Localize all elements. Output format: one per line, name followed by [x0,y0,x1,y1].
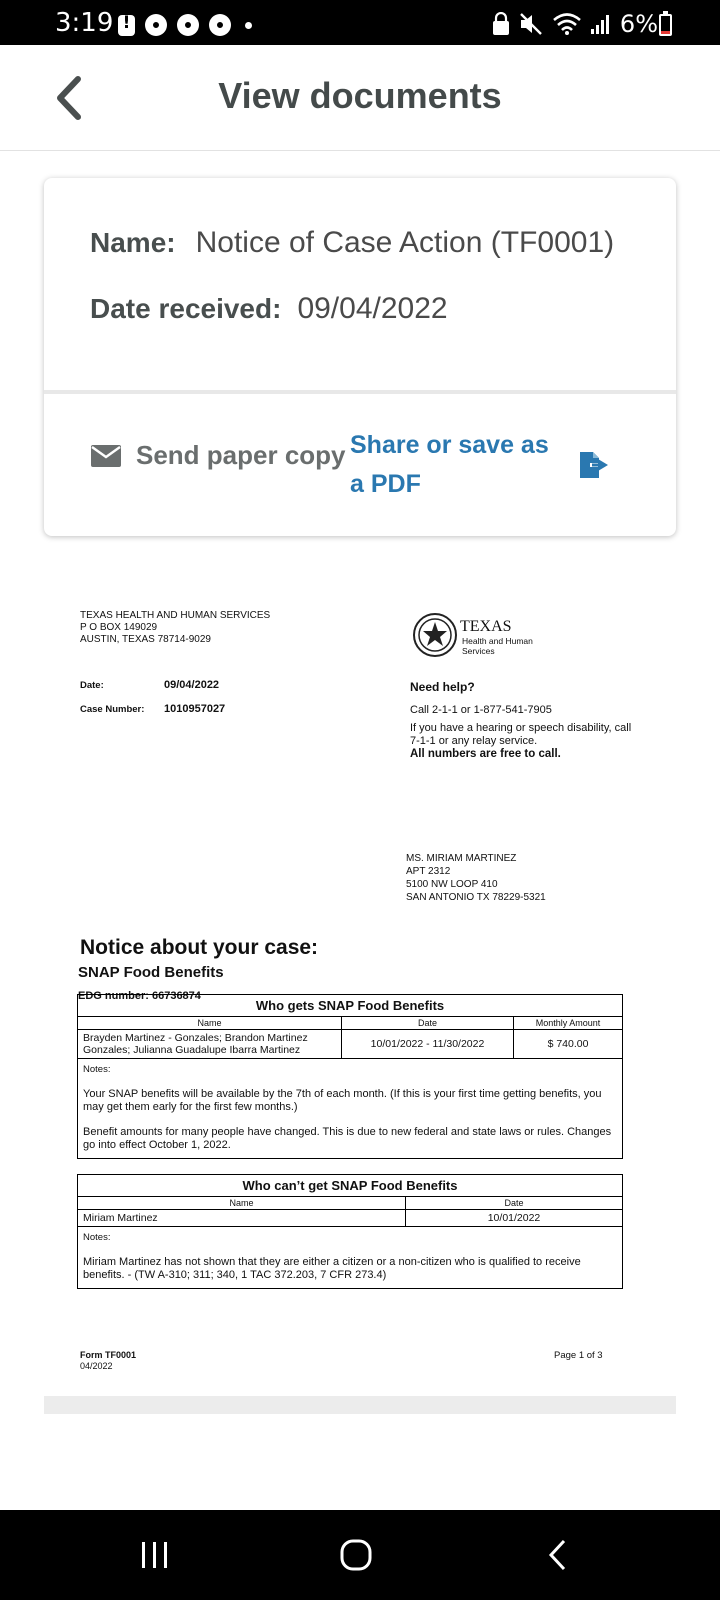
share-pdf-label: Share or save as a PDF [350,431,549,498]
table-row [78,1030,623,1059]
status-bar [0,0,720,45]
notice-title: Notice about your case: [80,936,319,959]
texas-logo-subtitle: Health and Human Services [462,636,533,656]
dot-icon [245,22,252,29]
help-phone: Call 2-1-1 or 1-877-541-7905 [410,704,552,716]
document-preview[interactable] [44,580,676,1415]
need-help-title: Need help? [410,680,475,694]
battery-percent: 6% [619,10,658,38]
home-button[interactable] [326,1530,386,1580]
status-time: 3:19 [55,8,114,38]
envelope-icon [90,444,122,468]
notice-program: SNAP Food Benefits [78,964,224,981]
case-number-value: 1010957027 [164,703,226,715]
recents-icon [138,1540,172,1570]
nav-back-button[interactable] [528,1530,588,1580]
texas-seal-icon [412,612,458,658]
recipient-address: MS. MIRIAM MARTINEZ APT 2312 5100 NW LOOP 410 SAN ANTONIO TX 78229-5321 [406,853,546,903]
wifi-icon [552,12,582,36]
edg-number: EDG number: 66736874 [78,990,201,1002]
date-received-row [90,292,448,326]
home-icon [339,1538,373,1572]
column-header-date: Date [342,1017,514,1030]
column-header-name: Name [78,1197,406,1210]
signal-icon [590,13,612,35]
date-received-value: 09/04/2022 [297,292,448,325]
share-pdf-button[interactable] [350,426,610,504]
column-header-date: Date [406,1197,623,1210]
page-title: View documents [218,75,502,116]
page-number: Page 1 of 3 [554,1350,603,1361]
ineligible-name-cell: Miriam Martinez [78,1210,406,1227]
monthly-amount-cell: $ 740.00 [514,1030,623,1059]
agency-address: TEXAS HEALTH AND HUMAN SERVICES P O BOX 149029 AUSTIN, TEXAS 78714-9029 [80,610,271,645]
case-number-label: Case Number: [80,704,145,715]
doc-date-value: 09/04/2022 [164,679,220,691]
lock-icon [492,12,510,36]
table-row [78,1210,623,1227]
mute-icon [518,11,544,37]
who-cant-get-benefits-table [77,1174,623,1289]
recipient-names-cell: Brayden Martinez - Gonzales; Brandon Martinez Gonzales; Julianna Guadalupe Ibarra Martinez [78,1030,342,1059]
document-name-row [90,226,614,260]
send-paper-copy-button[interactable] [90,440,346,471]
table-title: Who can’t get SNAP Food Benefits [78,1175,623,1197]
system-icons [492,10,658,38]
recents-button[interactable] [125,1530,185,1580]
document-info-card [44,178,676,536]
send-paper-copy-label: Send paper copy [136,440,346,470]
column-header-name: Name [78,1017,342,1030]
help-disability: If you have a hearing or speech disability, call 7-1-1 or any relay service. [410,722,632,747]
preview-bottom-band [44,1396,676,1414]
notes-cell: Notes: Your SNAP benefits will be available by the 7th of each month. (If this is your first time getting benefits, you may get them early for the first few months.) Benefit amounts for many people have changed. This is due to new federal and state laws or rules. Changes go into effect October 1, 2022. [78,1059,623,1159]
date-received-label: Date received: [90,293,282,324]
ineligible-date-cell: 10/01/2022 [406,1210,623,1227]
column-header-amount: Monthly Amount [514,1017,623,1030]
chrome-icon [209,14,231,36]
battery-icon [659,14,672,36]
chrome-icon [145,14,167,36]
divider [44,390,676,394]
notification-icons [118,14,252,36]
chrome-icon [177,14,199,36]
back-icon [546,1538,570,1572]
notes-cell: Notes: Miriam Martinez has not shown that they are either a citizen or a non-citizen who is qualified to receive benefits. - (TW A-310; 311; 340, 1 TAC 372.203, 7 CFR 273.4) [78,1227,623,1289]
alert-icon [118,15,135,36]
help-free-note: All numbers are free to call. [410,748,561,760]
doc-date-label: Date: [80,680,104,691]
who-gets-benefits-table [77,994,623,1159]
texas-logo-text: TEXAS [460,618,512,635]
name-label: Name: [90,227,176,258]
app-header [0,45,720,151]
table-title: Who gets SNAP Food Benefits [78,995,623,1017]
navigation-bar [0,1510,720,1600]
benefit-period-cell: 10/01/2022 - 11/30/2022 [342,1030,514,1059]
form-id: Form TF0001 04/2022 [80,1350,137,1371]
name-value: Notice of Case Action (TF0001) [195,226,615,259]
file-export-icon [578,450,610,480]
